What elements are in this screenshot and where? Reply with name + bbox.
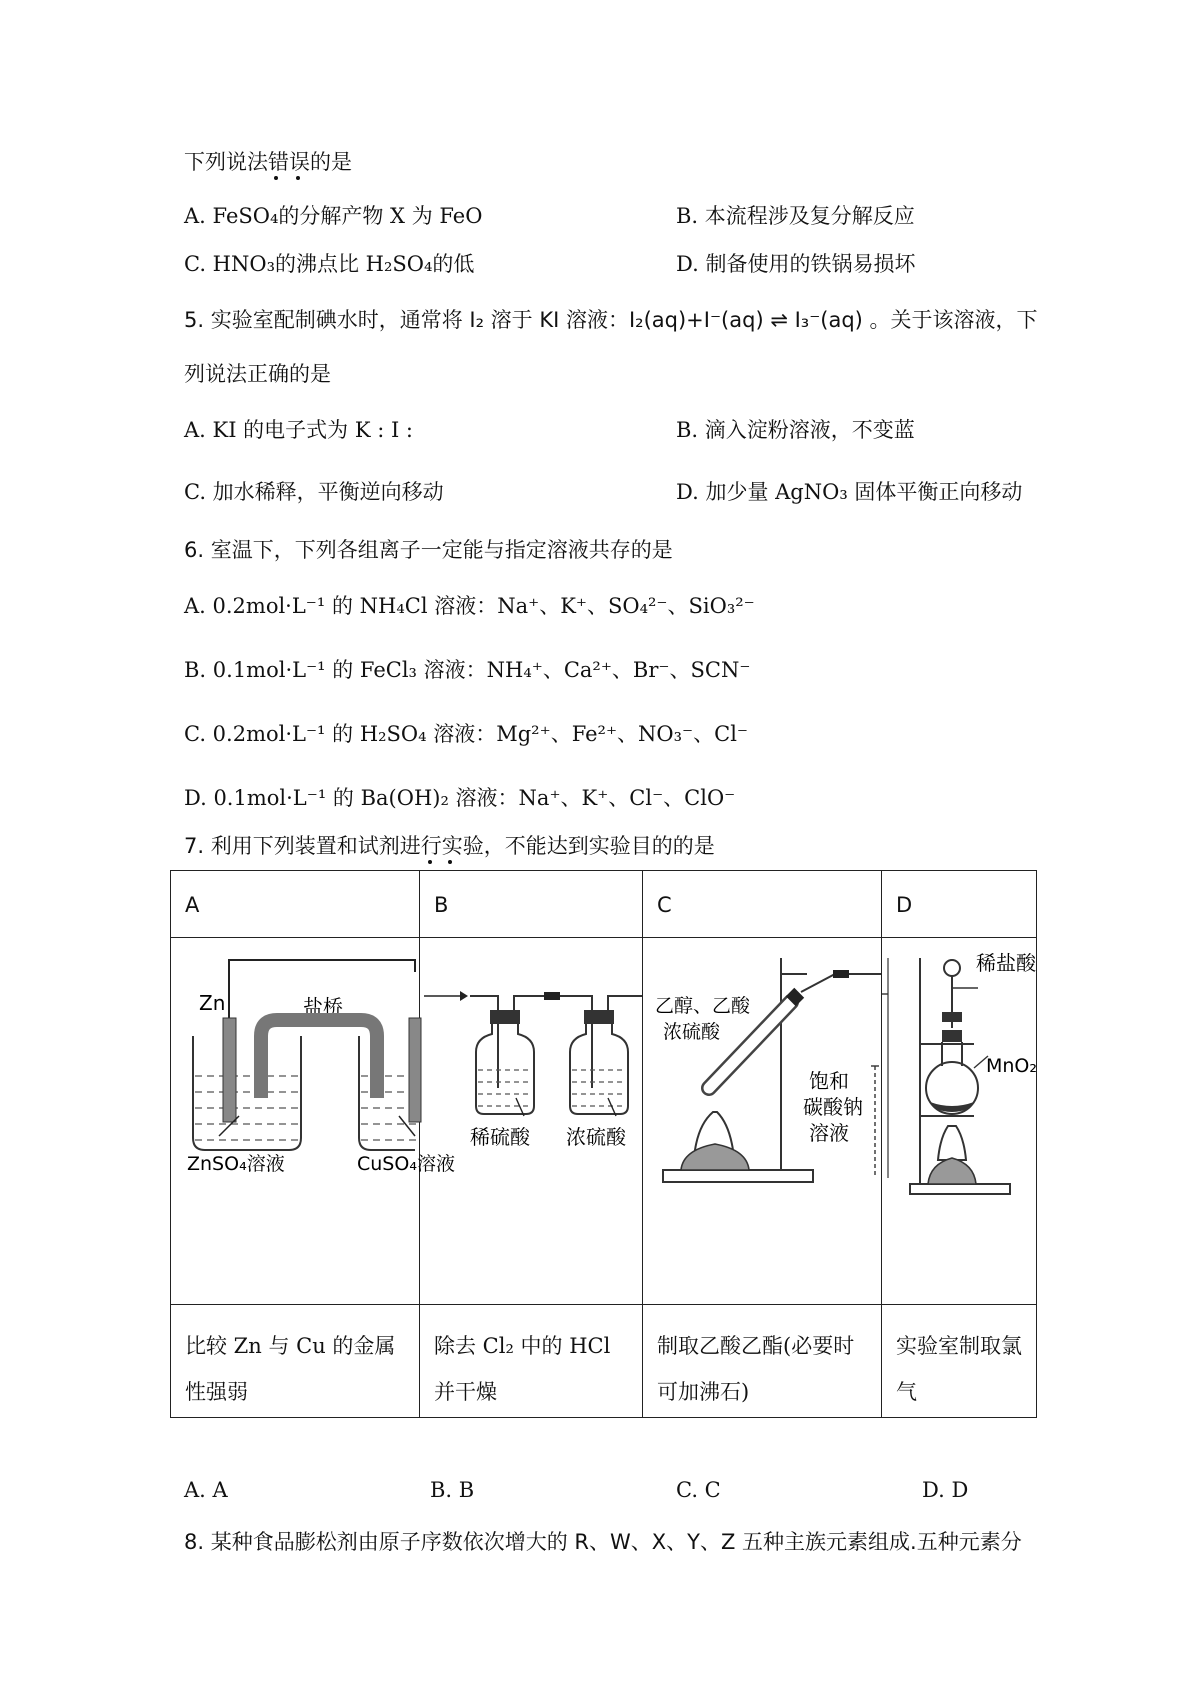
caption-cell-a: 比较 Zn 与 Cu 的金属性强弱	[171, 1305, 420, 1418]
chlorine-generator-figure	[882, 938, 1036, 1304]
q7-answer-b: B. B	[430, 1478, 475, 1502]
salt-bridge-label: 盐桥	[303, 995, 343, 1019]
dilute-sulfuric-label: 稀硫酸	[470, 1125, 530, 1149]
ester-prep-figure	[643, 938, 881, 1304]
mno2-label: MnO₂	[986, 1055, 1038, 1077]
header-cell-a: A	[171, 871, 420, 938]
header-cell-c: C	[643, 871, 882, 938]
figure-d-cell	[882, 938, 1037, 1305]
q5-stem-line2: 列说法正确的是	[184, 362, 331, 386]
q5-option-c: C. 加水稀释，平衡逆向移动	[184, 480, 444, 504]
galvanic-cell-figure	[171, 938, 455, 1304]
q6-stem: 6. 室温下，下列各组离子一定能与指定溶液共存的是	[184, 538, 673, 562]
caption-cell-d: 实验室制取氯气	[882, 1305, 1037, 1418]
dilute-hcl-label: 稀盐酸	[976, 951, 1036, 975]
conc-sulfuric-label: 浓硫酸	[566, 1125, 626, 1149]
figure-b-cell	[420, 938, 643, 1305]
znso4-label: ZnSO₄溶液	[187, 1153, 285, 1175]
q4-option-b: B. 本流程涉及复分解反应	[676, 204, 915, 228]
q7-stem	[184, 836, 715, 857]
saturated-label: 饱和	[809, 1069, 849, 1093]
emphasis-dots	[184, 176, 352, 182]
q6-option-b: B. 0.1mol·L⁻¹ 的 FeCl₃ 溶液：NH₄⁺、Ca²⁺、Br⁻、SCN⁻	[184, 658, 751, 682]
apparatus-table	[170, 870, 1037, 1418]
caption-cell-c: 制取乙酸乙酯(必要时可加沸石)	[643, 1305, 882, 1418]
dropping-funnel	[944, 960, 960, 976]
gas-washing-figure	[420, 938, 642, 1304]
q4-option-a: A. FeSO₄的分解产物 X 为 FeO	[184, 204, 483, 228]
q5-option-a: A. KI 的电子式为 K : I :	[184, 418, 414, 442]
q7-answer-c: C. C	[676, 1478, 721, 1502]
zn-label: Zn	[199, 991, 226, 1015]
q7-answer-d: D. D	[922, 1478, 969, 1502]
sodium-carbonate-label: 碳酸钠	[803, 1095, 863, 1119]
figure-a-cell	[171, 938, 455, 1305]
header-cell-d: D	[882, 871, 1037, 938]
alcohol-lamp-d	[938, 1126, 966, 1160]
q6-option-c: C. 0.2mol·L⁻¹ 的 H₂SO₄ 溶液：Mg²⁺、Fe²⁺、NO₃⁻、Cl⁻	[184, 722, 749, 746]
q8-stem: 8. 某种食品膨松剂由原子序数依次增大的 R、W、X、Y、Z 五种主族元素组成.五种元素分	[184, 1530, 1022, 1554]
q6-option-d: D. 0.1mol·L⁻¹ 的 Ba(OH)₂ 溶液：Na⁺、K⁺、Cl⁻、ClO⁻	[184, 786, 736, 810]
q7-stem-text: 7. 利用下列装置和试剂进行实验，不能达到实验目的的是	[184, 834, 715, 858]
intro-text: 下列说法错误的是	[184, 150, 352, 174]
q4-option-d: D. 制备使用的铁锅易损坏	[676, 252, 916, 276]
caption-cell-b: 除去 Cl₂ 中的 HCl 并干燥	[420, 1305, 643, 1418]
ethanol-acid-label: 乙醇、乙酸	[655, 995, 751, 1017]
figure-c-cell	[643, 938, 882, 1305]
emphasis-dots	[184, 860, 715, 866]
header-cell-b: B	[420, 871, 643, 938]
q5-option-d: D. 加少量 AgNO₃ 固体平衡正向移动	[676, 480, 1023, 504]
cuso4-label: CuSO₄溶液	[357, 1153, 455, 1175]
zn-electrode	[223, 1018, 236, 1122]
q5-stem-line1: 5. 实验室配制碘水时，通常将 I₂ 溶于 KI 溶液：I₂(aq)+I⁻(aq) ⇌ I₃⁻(aq) 。关于该溶液，下	[184, 308, 1038, 332]
q7-answer-a: A. A	[184, 1478, 228, 1502]
solution-label: 溶液	[809, 1121, 849, 1145]
question-4-tail	[184, 152, 352, 173]
q5-option-b: B. 滴入淀粉溶液，不变蓝	[676, 418, 915, 442]
q6-option-a: A. 0.2mol·L⁻¹ 的 NH₄Cl 溶液：Na⁺、K⁺、SO₄²⁻、SiO₃²⁻	[184, 594, 755, 618]
conc-sulfuric-c-label: 浓硫酸	[663, 1021, 721, 1043]
q4-option-c: C. HNO₃的沸点比 H₂SO₄的低	[184, 252, 475, 276]
